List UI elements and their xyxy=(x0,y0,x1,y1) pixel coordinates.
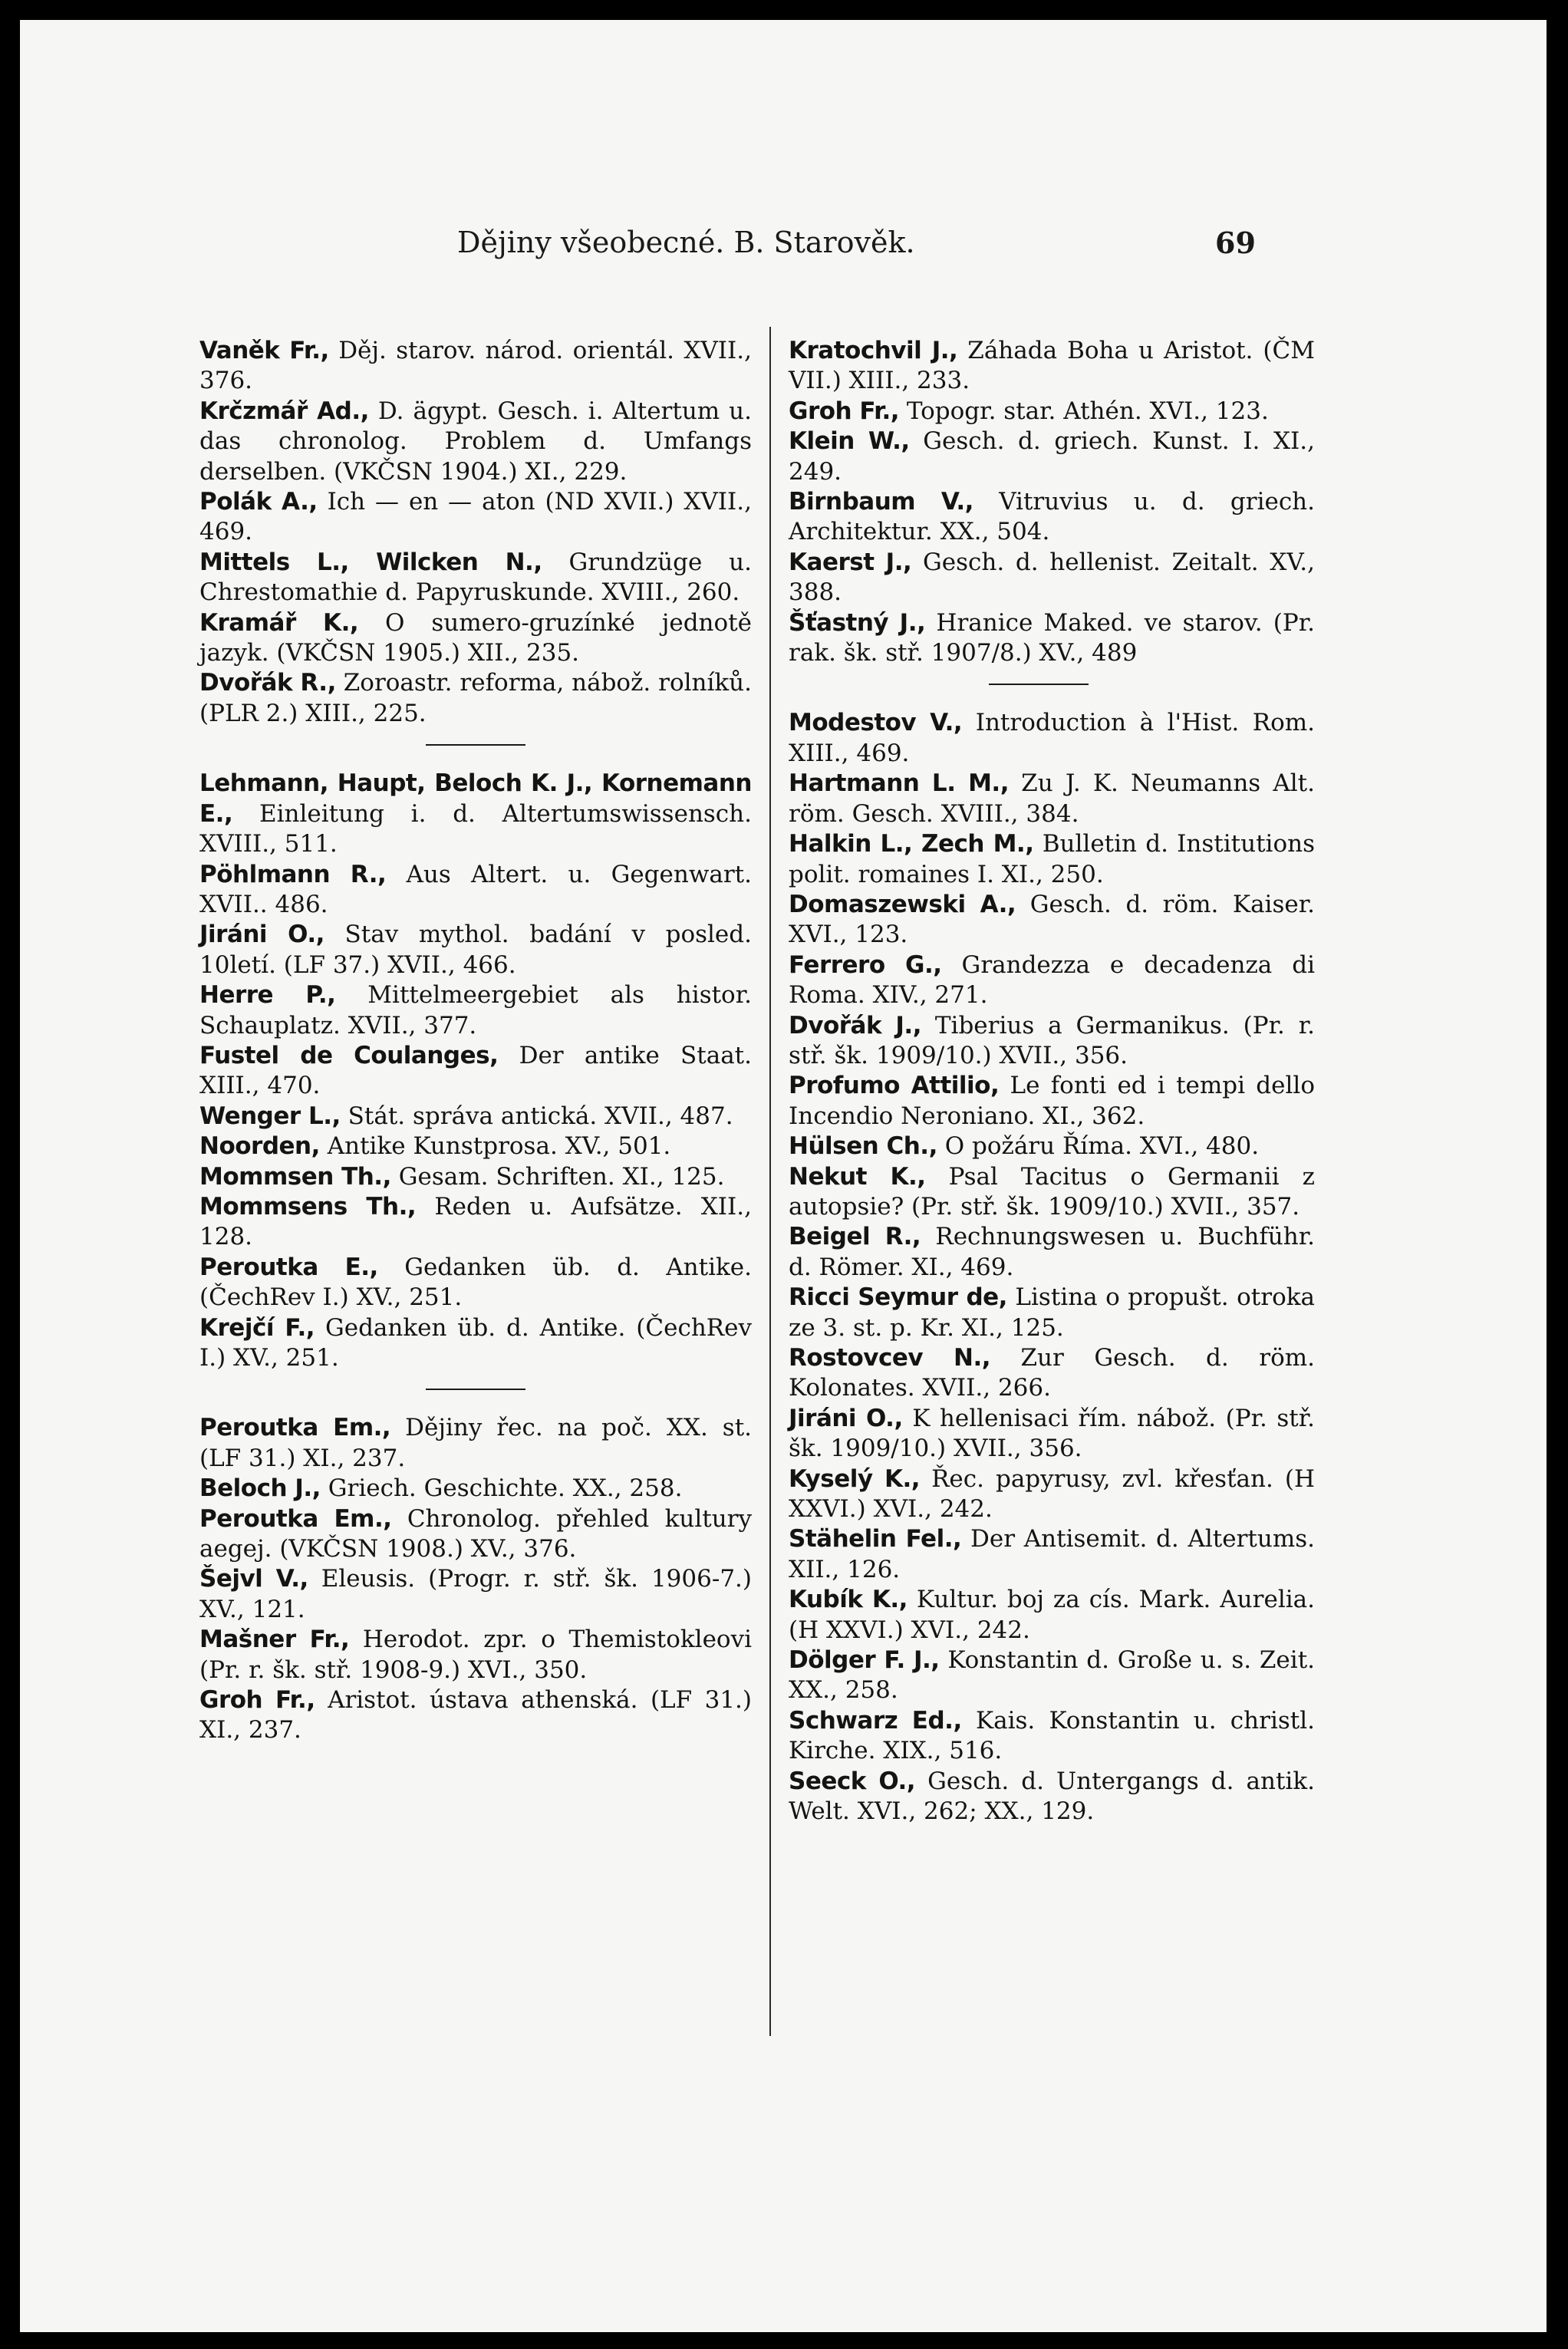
entry-author: Dvořák J., xyxy=(789,1011,921,1039)
entry-author: Pöhlmann R., xyxy=(199,860,387,888)
entry-author: Kramář K., xyxy=(199,608,359,637)
entry-text: K hellenisaci řím. nábož. (Pr. stř. šk. 1909/10.) XVII., 356. xyxy=(789,1404,1315,1463)
entry xyxy=(763,1343,1315,1404)
entry-author: Mašner Fr., xyxy=(199,1626,350,1654)
entry xyxy=(763,548,1315,608)
left-group-2 xyxy=(199,769,752,1373)
entry-author: Ferrero G., xyxy=(789,950,942,979)
entry-author: Beigel R., xyxy=(789,1223,921,1251)
entry-text: Konstantin d. Große u. s. Zeit. XX., 258. xyxy=(789,1646,1316,1705)
entry-author: Rostovcev N., xyxy=(789,1344,990,1372)
entry-author: Peroutka Em., xyxy=(199,1504,392,1533)
entry-text: Dějiny řec. na poč. XX. st. (LF 31.) XI., 237. xyxy=(199,1414,753,1472)
entry-author: Krejčí F., xyxy=(199,1313,315,1342)
left-column xyxy=(199,336,752,1746)
entry-author: Dvořák R., xyxy=(199,669,336,697)
entry xyxy=(199,548,752,608)
entry xyxy=(763,1524,1315,1585)
section-separator xyxy=(763,668,1315,708)
entry-text: Gesch. d. griech. Kunst. I. XI., 249. xyxy=(789,427,1315,486)
entry-author: Herre P., xyxy=(199,981,336,1010)
entry-text: D. ägypt. Gesch. i. Altertum u. das chronolog. Problem d. Umfangs derselben. (VKČSN 1904.) XI., 229. xyxy=(199,397,752,486)
entry-author: Birnbaum V., xyxy=(789,488,973,516)
entry-text: Rechnungswesen u. Buchführ. d. Römer. XI., 469. xyxy=(789,1223,1315,1281)
right-column xyxy=(763,336,1315,1827)
entry-author: Wenger L., xyxy=(199,1102,341,1130)
entry xyxy=(199,1474,752,1504)
left-group-1 xyxy=(199,336,752,729)
entry xyxy=(199,980,752,1041)
entry xyxy=(199,1504,752,1565)
entry-text: Řec. papyrusy, zvl. křesťan. (H XXVI.) XVI., 242. xyxy=(789,1464,1315,1524)
entry xyxy=(199,1625,752,1685)
entry-author: Noorden, xyxy=(199,1132,320,1161)
entry-author: Hülsen Ch., xyxy=(789,1132,937,1161)
entry xyxy=(763,829,1315,890)
entry-author: Seeck O., xyxy=(789,1767,916,1795)
entry xyxy=(199,1313,752,1374)
entry-author: Groh Fr., xyxy=(789,397,900,425)
entry-author: Mommsen Th., xyxy=(199,1162,391,1191)
entry xyxy=(763,1283,1315,1343)
entry-text: Ich — en — aton (ND XVII.) XVII., 469. xyxy=(199,488,752,546)
entry-text: Grandezza e decadenza di Roma. XIV., 271. xyxy=(789,950,1316,1010)
entry xyxy=(763,427,1315,487)
entry-text: Vitruvius u. d. griech. Architektur. XX., 504. xyxy=(789,488,1316,546)
entry-author: Klein W., xyxy=(789,427,910,456)
entry-author: Halkin L., Zech M., xyxy=(789,830,1034,858)
entry-text: Gedanken üb. d. Antike. (ČechRev I.) XV., 251. xyxy=(199,1253,752,1312)
entry xyxy=(199,769,752,859)
entry-text: Le fonti ed i tempi dello Incendio Neroniano. XI., 362. xyxy=(789,1072,1315,1130)
entry-text: Chronolog. přehled kultury aegej. (VKČSN 1908.) XV., 376. xyxy=(199,1504,752,1563)
entry-author: Schwarz Ed., xyxy=(789,1706,962,1735)
entry xyxy=(763,1464,1315,1525)
entry xyxy=(763,708,1315,769)
entry-text: Bulletin d. Institutions polit. romaines I. XI., 250. xyxy=(789,830,1315,888)
entry-text: Einleitung i. d. Altertumswissensch. XVIII., 511. xyxy=(199,799,752,858)
page xyxy=(20,20,1547,2332)
entry-text: Gesch. d. hellenist. Zeitalt. XV., 388. xyxy=(789,548,1316,607)
entry xyxy=(199,1685,752,1746)
entry xyxy=(199,860,752,921)
entry xyxy=(199,1564,752,1625)
entry-text: Stát. správa antická. XVII., 487. xyxy=(340,1102,733,1130)
entry-text: Zur Gesch. d. röm. Kolonates. XVII., 266. xyxy=(789,1344,1315,1402)
entry xyxy=(199,1132,752,1161)
entry xyxy=(199,1253,752,1313)
entry xyxy=(199,1192,752,1253)
entry-text: Hranice Maked. ve starov. (Pr. rak. šk. stř. 1907/8.) XV., 489 xyxy=(789,608,1316,667)
entry xyxy=(763,1646,1315,1706)
entry-text: Grundzüge u. Chrestomathie d. Papyruskunde. XVIII., 260. xyxy=(199,548,752,607)
entry xyxy=(199,668,752,729)
entry-text: Herodot. zpr. o Themistokleovi (Pr. r. šk. stř. 1908-9.) XVI., 350. xyxy=(199,1626,753,1684)
entry xyxy=(763,608,1315,669)
entry xyxy=(763,890,1315,950)
entry-author: Jiráni O., xyxy=(789,1404,903,1432)
entry-text: Kais. Konstantin u. christl. Kirche. XIX., 516. xyxy=(789,1706,1316,1765)
entry xyxy=(763,1767,1315,1827)
entry-author: Mittels L., Wilcken N., xyxy=(199,548,542,576)
entry-text: Antike Kunstprosa. XV., 501. xyxy=(319,1132,671,1161)
running-header xyxy=(20,226,1547,272)
entry-author: Domaszewski A., xyxy=(789,890,1016,918)
entry xyxy=(199,397,752,487)
entry-author: Profumo Attilio, xyxy=(789,1072,1000,1100)
entry-author: Šťastný J., xyxy=(789,608,926,637)
entry xyxy=(199,608,752,669)
entry-author: Kaerst J., xyxy=(789,548,912,576)
header-title: Dějiny všeobecné. B. Starověk. xyxy=(457,226,915,259)
right-group-2 xyxy=(763,708,1315,1827)
left-group-3 xyxy=(199,1413,752,1745)
entry-text: Gesch. d. Untergangs d. antik. Welt. XVI., 262; XX., 129. xyxy=(789,1767,1315,1826)
entry xyxy=(763,1404,1315,1464)
entry-author: Kubík K., xyxy=(789,1586,908,1614)
entry-text: Der antike Staat. XIII., 470. xyxy=(199,1041,752,1100)
entry-author: Dölger F. J., xyxy=(789,1646,940,1675)
entry-author: Modestov V., xyxy=(789,709,963,737)
entry-text: Gesch. d. röm. Kaiser. XVI., 123. xyxy=(789,890,1315,949)
entry-text: Topogr. star. Athén. XVI., 123. xyxy=(899,397,1269,425)
entry-author: Peroutka E., xyxy=(199,1253,378,1281)
entry-author: Beloch J., xyxy=(199,1474,321,1503)
entry-author: Krčzmář Ad., xyxy=(199,397,369,425)
entry-text: O požáru Říma. XVI., 480. xyxy=(937,1132,1260,1161)
entry-author: Nekut K., xyxy=(789,1162,926,1191)
entry xyxy=(199,1102,752,1132)
entry-text: Stav mythol. badání v posled. 10letí. (LF 37.) XVII., 466. xyxy=(199,921,752,979)
entry-text: Der Antisemit. d. Altertums. XII., 126. xyxy=(789,1525,1315,1583)
entry xyxy=(199,487,752,548)
entry-text: Eleusis. (Progr. r. stř. šk. 1906-7.) XV., 121. xyxy=(199,1565,752,1623)
entry-text: Děj. starov. národ. orientál. XVII., 376. xyxy=(199,337,752,395)
entry-text: Zu J. K. Neumanns Alt. röm. Gesch. XVIII., 384. xyxy=(789,769,1315,828)
page-number: 69 xyxy=(1215,226,1256,260)
section-separator xyxy=(199,1373,752,1413)
entry-text: Reden u. Aufsätze. XII., 128. xyxy=(199,1192,752,1251)
section-separator xyxy=(199,729,752,769)
entry-text: Záhada Boha u Aristot. (ČM VII.) XIII., 233. xyxy=(789,337,1315,395)
entry-text: Psal Tacitus o Germanii z autopsie? (Pr. stř. šk. 1909/10.) XVII., 357. xyxy=(789,1162,1315,1221)
entry-text: Gesam. Schriften. XI., 125. xyxy=(390,1162,725,1191)
entry-author: Stähelin Fel., xyxy=(789,1525,962,1553)
entry-author: Lehmann, Haupt, Beloch K. J., Kornemann E., xyxy=(199,769,752,828)
entry-author: Šejvl V., xyxy=(199,1565,308,1593)
entry-text: Introduction à l'Hist. Rom. XIII., 469. xyxy=(789,709,1315,767)
entry-author: Groh Fr., xyxy=(199,1686,315,1715)
entry xyxy=(199,1041,752,1102)
entry-text: Aristot. ústava athenská. (LF 31.) XI., 237. xyxy=(199,1686,752,1744)
entry xyxy=(763,1071,1315,1132)
entry xyxy=(199,1162,752,1192)
entry-author: Mommsens Th., xyxy=(199,1192,417,1221)
entry xyxy=(199,920,752,980)
entry xyxy=(199,336,752,397)
entry xyxy=(763,1162,1315,1223)
entry xyxy=(763,769,1315,829)
entry-author: Kratochvil J., xyxy=(789,337,958,364)
entry-text: Listina o propušt. otroka ze 3. st. p. Kr. XI., 125. xyxy=(789,1283,1315,1342)
entry-text: Gedanken üb. d. Antike. (ČechRev I.) XV., 251. xyxy=(199,1313,752,1372)
entry-text: Kultur. boj za cís. Mark. Aurelia. (H XXVI.) XVI., 242. xyxy=(789,1586,1315,1644)
entry-author: Vaněk Fr., xyxy=(199,337,329,364)
entry xyxy=(763,1585,1315,1646)
entry-text: Aus Altert. u. Gegenwart. XVII.. 486. xyxy=(199,860,752,918)
entry-text: Zoroastr. reforma, nábož. rolníků. (PLR 2.) XIII., 225. xyxy=(199,669,753,727)
entry-author: Hartmann L. M., xyxy=(789,769,1009,798)
entry-text: O sumero-gruzínké jednotě jazyk. (VKČSN 1905.) XII., 235. xyxy=(199,608,752,667)
entry xyxy=(199,1413,752,1474)
entry-author: Kyselý K., xyxy=(789,1464,921,1493)
entry-text: Tiberius a Germanikus. (Pr. r. stř. šk. 1909/10.) XVII., 356. xyxy=(789,1011,1315,1069)
entry xyxy=(763,1706,1315,1767)
right-group-1 xyxy=(763,336,1315,668)
entry-author: Ricci Seymur de, xyxy=(789,1283,1007,1312)
entry xyxy=(763,1222,1315,1283)
entry xyxy=(763,336,1315,397)
entry xyxy=(763,950,1315,1011)
entry xyxy=(763,397,1315,427)
entry xyxy=(763,487,1315,548)
entry-author: Polák A., xyxy=(199,488,318,516)
entry-author: Peroutka Em., xyxy=(199,1414,391,1442)
entry xyxy=(763,1132,1315,1161)
entry-author: Fustel de Coulanges, xyxy=(199,1041,499,1069)
entry-author: Jiráni O., xyxy=(199,921,324,949)
entry-text: Mittelmeergebiet als histor. Schauplatz. XVII., 377. xyxy=(199,981,752,1039)
entry-text: Griech. Geschichte. XX., 258. xyxy=(320,1474,683,1503)
entry xyxy=(763,1011,1315,1072)
